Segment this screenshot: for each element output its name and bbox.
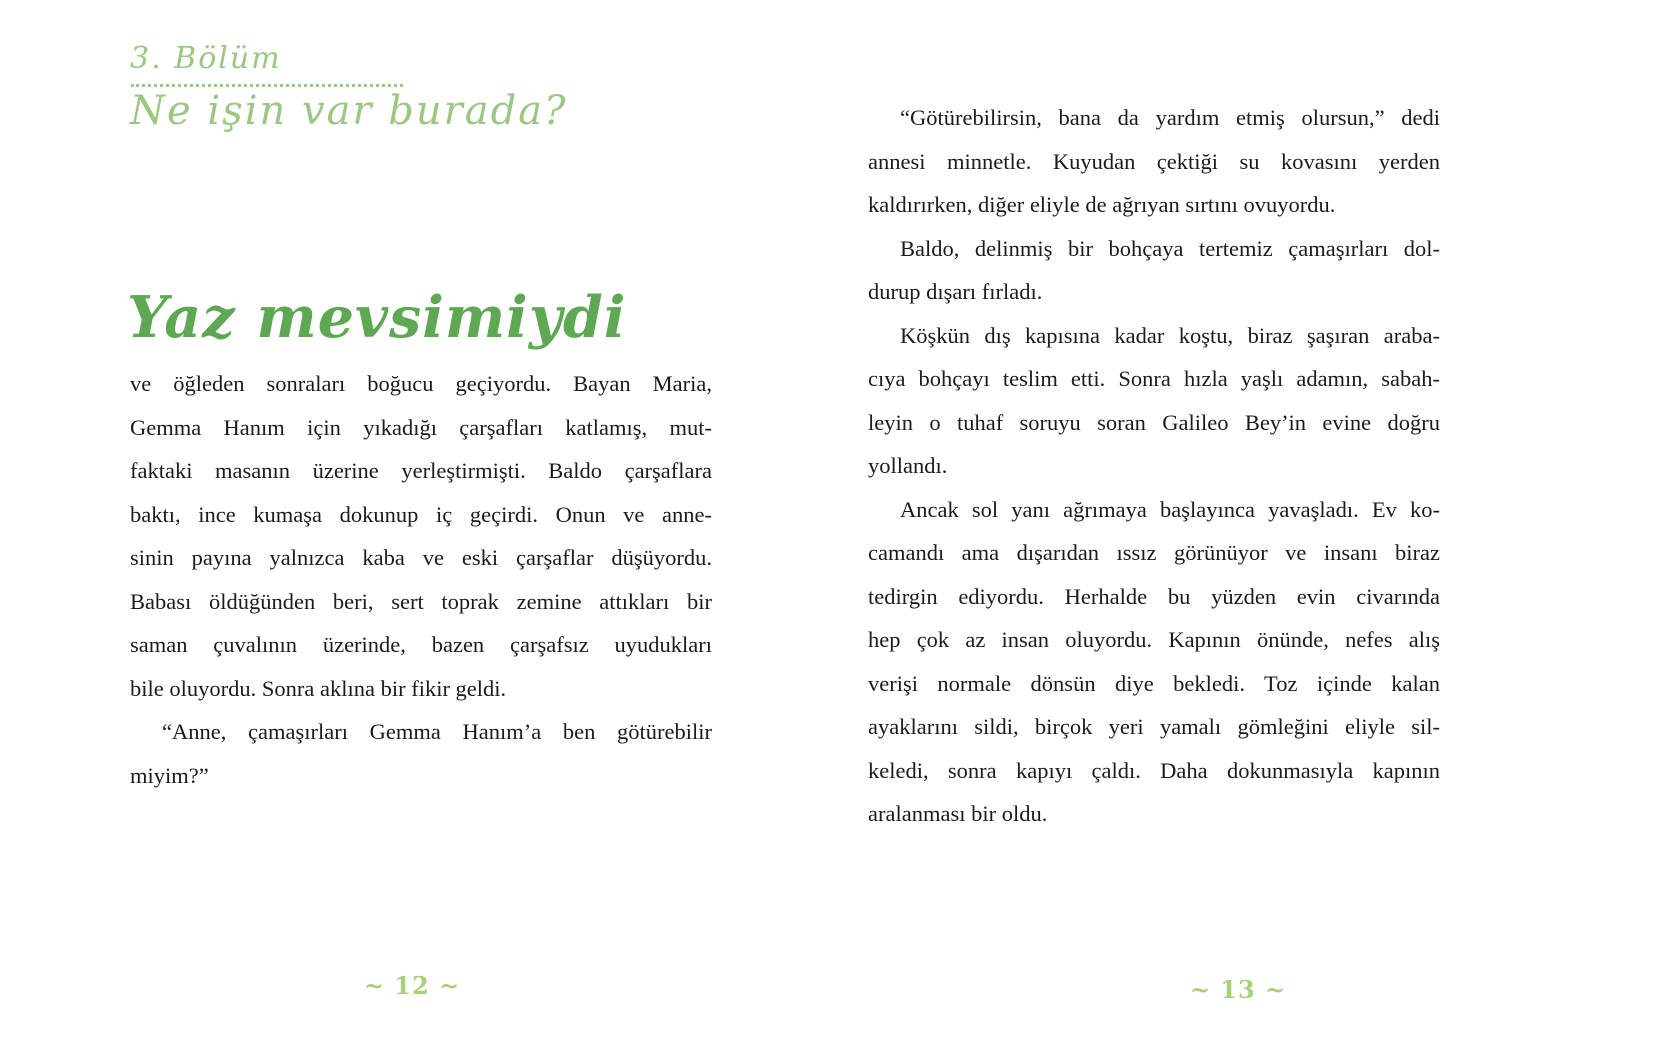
body-line: durup dışarı fırladı. (868, 279, 1043, 304)
body-line: leyin o tuhaf soruyu soran Galileo Bey’in evine doğru (868, 409, 1440, 435)
body-line: Köşkün dış kapısına kadar koştu, biraz şaşıran araba- (900, 322, 1440, 348)
body-line: faktaki masanın üzerine yerleştirmişti. Baldo çarşaflara (130, 458, 712, 483)
body-line: “Götürebilirsin, bana da yardım etmiş olursun,” dedi (900, 105, 1440, 130)
body-line: ve öğleden sonraları boğucu geçiyordu. Bayan Maria, (130, 371, 712, 396)
section-opener: Yaz mevsimiydi (127, 284, 627, 351)
page-number-right: ~ 13 ~ (1189, 975, 1287, 1004)
body-line: annesi minnetle. Kuyudan çektiği su kovasını yerden (868, 148, 1440, 174)
body-line: Ancak sol yanı ağrımaya başlayınca yavaşladı. Ev ko- (900, 496, 1440, 522)
body-line: saman çuvalının üzerinde, bazen çarşafsız uyudukları (130, 632, 712, 657)
body-line: hep çok az insan oluyordu. Kapının önünde, nefes alış (868, 627, 1440, 652)
left-text-column (130, 362, 712, 797)
chapter-title: Ne işin var burada? (130, 88, 568, 134)
body-line: baktı, ince kumaşa dokunup iç geçirdi. Onun ve anne- (130, 501, 712, 527)
chapter-label: 3. Bölüm (130, 41, 282, 76)
body-line: aralanması bir oldu. (868, 801, 1048, 826)
body-line: verişi normale dönsün diye bekledi. Toz içinde kalan (868, 670, 1440, 696)
body-line: miyim?” (130, 762, 209, 788)
body-line: cıya bohçayı teslim etti. Sonra hızla yaşlı adamın, sabah- (868, 366, 1440, 391)
body-line: sinin payına yalnızca kaba ve eski çarşaflar düşüyordu. (130, 545, 712, 570)
body-line: Gemma Hanım için yıkadığı çarşafları katlamış, mut- (130, 414, 712, 440)
body-line: Baldo, delinmiş bir bohçaya tertemiz çamaşırları dol- (900, 235, 1440, 261)
body-line: keledi, sonra kapıyı çaldı. Daha dokunmasıyla kapının (868, 757, 1440, 783)
body-line: camandı ama dışarıdan ıssız görünüyor ve insanı biraz (868, 540, 1440, 565)
body-line: Babası öldüğünden beri, sert toprak zemine attıkları bir (130, 588, 712, 614)
body-line: “Anne, çamaşırları Gemma Hanım’a ben götürebilir (162, 719, 712, 744)
chapter-divider (131, 84, 403, 87)
page-number-left: ~ 12 ~ (363, 971, 461, 1000)
right-text-column (868, 96, 1440, 836)
body-line: tedirgin ediyordu. Herhalde bu yüzden evin civarında (868, 583, 1440, 609)
body-line: bile oluyordu. Sonra aklına bir fikir geldi. (130, 675, 507, 701)
body-line: kaldırırken, diğer eliyle de ağrıyan sırtını ovuyordu. (868, 192, 1336, 217)
body-line: yollandı. (868, 453, 948, 478)
body-line: ayaklarını sildi, birçok yeri yamalı gömleğini eliyle sil- (868, 714, 1440, 739)
